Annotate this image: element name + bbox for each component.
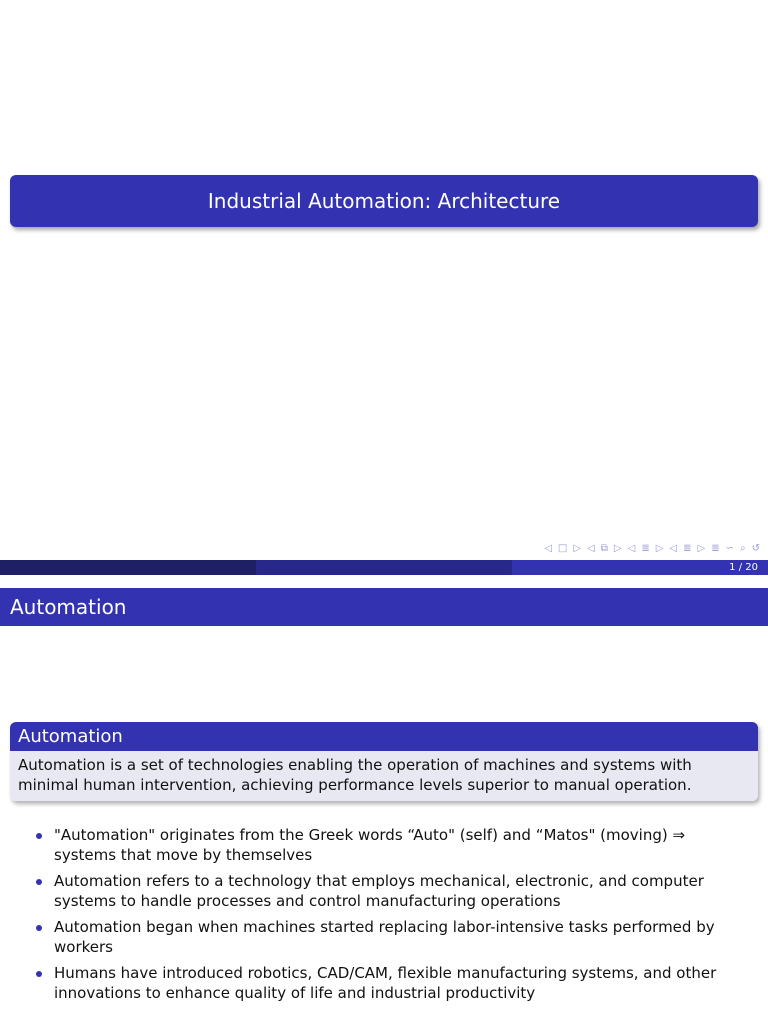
list-item	[30, 825, 730, 865]
bullet-text: "Automation" originates from the Greek words “Auto" (self) and “Matos" (moving) ⇒ systems that move by themselves	[54, 826, 686, 864]
block-title: Automation	[10, 722, 758, 751]
bullet-text: Automation began when machines started replacing labor-intensive tasks performed by workers	[54, 918, 715, 956]
nav-forward-icon[interactable]: ↺	[751, 542, 760, 554]
bullet-text: Automation refers to a technology that employs mechanical, electronic, and computer systems to handle processes and control manufacturing operations	[54, 872, 704, 910]
bullet-icon	[36, 971, 42, 977]
bullet-text: Humans have introduced robotics, CAD/CAM, flexible manufacturing systems, and other innovations to enhance quality of life and industrial productivity	[54, 964, 717, 1002]
slide-title-box	[10, 175, 758, 227]
nav-document-icon[interactable]: ≣	[711, 542, 720, 554]
list-item	[30, 963, 730, 1003]
footer-segment-right	[512, 560, 768, 575]
nav-prev-frame-icon[interactable]: ◁	[587, 542, 595, 554]
nav-frame-icon[interactable]: ⧉	[600, 542, 608, 554]
footer-segment-left	[0, 560, 256, 575]
nav-next-slide-icon[interactable]: ▷	[573, 542, 582, 554]
bullet-icon	[36, 925, 42, 931]
nav-prev-subsection-icon[interactable]: ◁	[627, 542, 636, 554]
beamer-navigation-bar	[544, 541, 760, 555]
list-item	[30, 871, 730, 911]
frame-title: Automation	[10, 595, 127, 619]
nav-next-frame-icon[interactable]: ▷	[613, 542, 622, 554]
block-text: Automation is a set of technologies enabling the operation of machines and systems with minimal human intervention, achieving performance levels superior to manual operation.	[10, 751, 758, 801]
nav-search-icon[interactable]: ⌕	[740, 542, 746, 554]
bullet-list	[30, 825, 730, 1009]
bullet-icon	[36, 879, 42, 885]
nav-prev-section-icon[interactable]: ◁	[669, 542, 678, 554]
bullet-icon	[36, 833, 42, 839]
slide-footer	[0, 560, 768, 575]
nav-next-subsection-icon[interactable]: ▷	[655, 542, 664, 554]
slide-title: Industrial Automation: Architecture	[207, 189, 561, 213]
nav-slide-icon[interactable]: □	[557, 542, 568, 554]
nav-subsection-icon[interactable]: ≣	[641, 542, 650, 554]
nav-section-icon[interactable]: ≣	[683, 542, 692, 554]
list-item	[30, 917, 730, 957]
page-indicator: 1 / 20	[729, 562, 758, 573]
nav-back-icon[interactable]: ∽	[725, 542, 734, 554]
definition-block	[10, 722, 758, 801]
nav-next-section-icon[interactable]: ▷	[697, 542, 706, 554]
footer-segment-middle	[256, 560, 512, 575]
nav-prev-slide-icon[interactable]: ◁	[544, 542, 552, 554]
frame-title-bar	[0, 588, 768, 626]
